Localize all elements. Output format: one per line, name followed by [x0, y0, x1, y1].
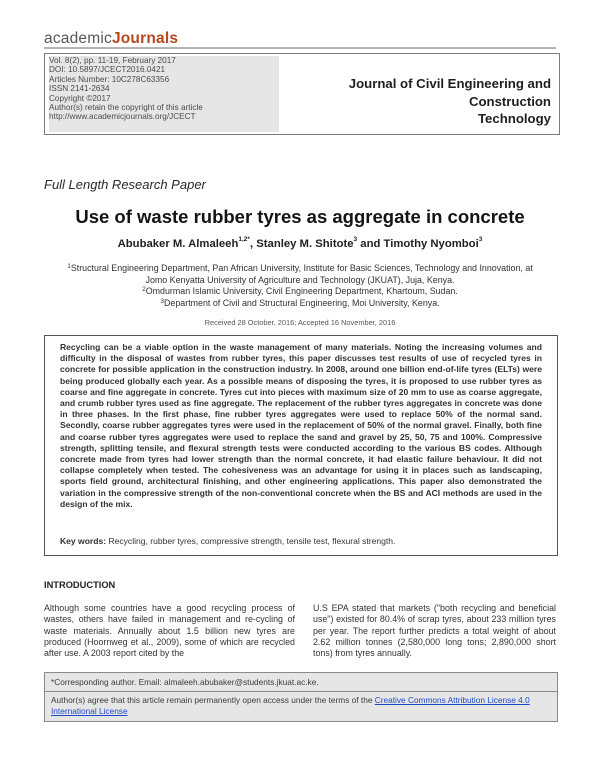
article-info-box [44, 53, 560, 135]
author-separator: , [249, 238, 257, 250]
header-divider [44, 47, 556, 49]
footnote-box [44, 672, 558, 722]
article-title: Use of waste rubber tyres as aggregate in concrete [75, 206, 525, 227]
author-affiliation-mark: 3 [478, 236, 483, 243]
author-list [0, 238, 600, 250]
footnote-divider [45, 691, 557, 692]
paper-type: Full Length Research Paper [44, 177, 206, 192]
journal-title [281, 75, 551, 128]
doi: DOI: 10.5897/JCECT2016.0421 [49, 65, 166, 75]
body-column-left: Although some countries have a good recycling process of wastes, others have failed in management and re-cycling of waste materials. Annually about 1.5 billion new tyres are produced (Hoornweg et al., 2009), some of which are recycled after use. A 2003 report cited by the [44, 603, 295, 659]
affiliation-text: Department of Civil and Structural Engineering, Moi University, Kenya. [164, 297, 440, 308]
license-link[interactable]: Creative Commons Attribution License 4.0 International License [51, 695, 530, 716]
corresponding-author: *Corresponding author. Email: almaleeh.abubaker@students.jkuat.ac.ke. [51, 677, 319, 687]
affiliation-text: Omdurman Islamic University, Civil Engineering Department, Khartoum, Sudan. [145, 286, 458, 297]
affiliation-1 [0, 263, 600, 275]
section-heading: INTRODUCTION [44, 580, 116, 590]
keywords-label: Key words: [60, 536, 107, 546]
affiliation-2 [0, 286, 600, 298]
license-statement [51, 695, 549, 717]
author-affiliation-mark: 1,2* [238, 236, 250, 243]
affiliation-3 [0, 298, 600, 310]
keywords-line [60, 536, 395, 546]
author-name: Timothy Nyomboi [383, 238, 479, 250]
author-name: Abubaker M. Almaleeh [117, 238, 239, 250]
abstract-box [44, 335, 558, 556]
affiliation-1-cont: Jomo Kenyatta University of Agriculture and Technology (JKUAT), Juja, Kenya. [145, 274, 455, 285]
abstract-text: Recycling can be a viable option in the waste management of many materials. Noting the increasing volumes and difficulty in the disposal of wastes from rubber tyres, this paper discusses test results of use of recycled tyres in concrete for possible application in the construction industry. In 2008, around one billion end-of-life tyres (ELTs) were being produced globally each year. As a possible means of disposing the tyres, it is proposed to use rubber tyres as coarse and fine aggregate in concrete. Tyres cut into pieces with maximum size of 20 mm to use as coarse aggregate, and crumb rubber tyres used as fine aggregate. The replacement of the rubber tyres aggregates in concrete was done in three phases. In the first phase, fine rubber tyres aggregates were used to replace 50% of the normal sand. Secondly, coarse rubber aggregates tyres were used in the replacement of 50% of the normal gravel. Finally, both fine and coarse rubber tyres aggregates were used to replace the sand and gravel by 25, 50, 75 and 100%. Compressive strength, splitting tensile, and flexural strength tests were conducted according to the various BS codes. Although concrete made from tyres had lower strength than the normal concrete, it had elastic failure behaviour. It did not collapse completely when tested. The cohesiveness was an advantage for using it in places such as landscaping, sports field ground, architectural finishing, and other engineering applications. This paper also demonstrated the variation in the compressive strength of the non-conventional concrete when the BS and ACI methods are used in the design of the mix. [60, 342, 542, 509]
affiliations [0, 263, 600, 309]
volume-info: Vol. 8(2), pp. 11-19, February 2017 [49, 56, 176, 65]
journal-title-line-1: Journal of Civil Engineering and Construction [348, 76, 551, 109]
body-column-right: U.S EPA stated that markets ("both recycling and beneficial use") existed for 80.4% of scrap tyres, about 233 million tyres per year. The report further predicts a total weight of about 2.62 million tonnes (2,580,000 long tons; 2,890,000 short tons) from tyres annually. [313, 603, 556, 659]
keywords-text: Recycling, rubber tyres, compressive strength, tensile test, flexural strength. [108, 536, 396, 546]
article-metadata [49, 56, 279, 132]
article-number: Articles Number: 10C278C63356 [49, 74, 170, 84]
author-name: Stanley M. Shitote [256, 238, 354, 250]
affiliation-mark: 1 [67, 263, 71, 270]
copyright: Copyright ©2017 [49, 93, 111, 103]
license-text: Author(s) agree that this article remain permanently open access under the terms of the [51, 695, 375, 705]
logo-text-academic: academic [44, 30, 112, 47]
affiliation-text: Structural Engineering Department, Pan African University, Institute for Basic Sciences, Technology and Innovation, at [70, 263, 533, 273]
author-separator: and [357, 238, 384, 250]
journal-url[interactable]: http://www.academicjournals.org/JCECT [49, 112, 196, 122]
issn: ISSN 2141-2634 [49, 84, 110, 94]
received-dates: Received 28 October, 2016; Accepted 16 November, 2016 [204, 318, 396, 327]
journal-title-line-2: Technology [477, 111, 551, 126]
publisher-logo [44, 30, 178, 48]
author-affiliation-mark: 3 [353, 236, 358, 243]
affiliation-mark: 3 [160, 297, 165, 305]
affiliation-mark: 2 [142, 286, 146, 294]
logo-text-journals: Journals [111, 30, 179, 47]
rights-statement: Author(s) retain the copyright of this article [49, 103, 203, 113]
